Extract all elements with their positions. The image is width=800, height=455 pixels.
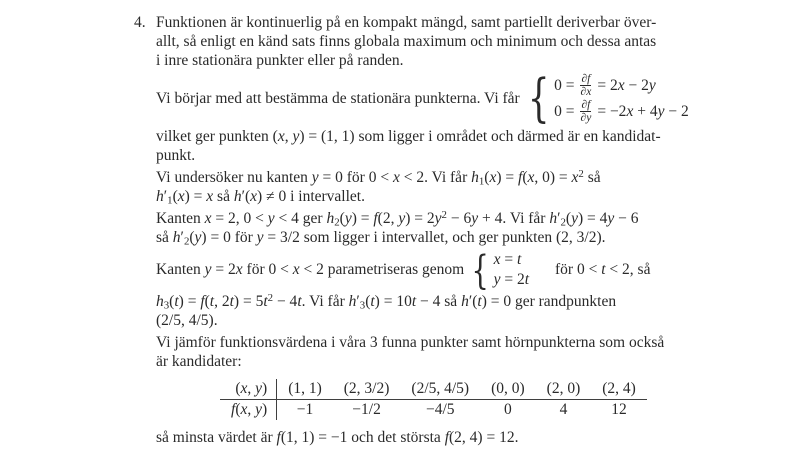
math-run: y = 2x xyxy=(204,261,243,278)
text-line: i inre stationära punkter eller på randen. xyxy=(156,52,404,69)
table-cell: (x, y) xyxy=(220,379,277,400)
text-run: . Vi får xyxy=(424,169,472,186)
text-line xyxy=(156,127,756,146)
text-run: i intervallet. xyxy=(286,188,365,205)
text-run: så xyxy=(583,169,601,186)
curly-brace-icon: { xyxy=(471,246,490,293)
table-cell: 0 xyxy=(504,401,512,418)
text-run: parametriseras genom xyxy=(323,261,465,278)
math-run: $h_1(x) = f(x$, $0) = x^2$ xyxy=(471,168,584,188)
text-line: Vi jämför funktionsvärdena i våra 3 funna punkter samt hörnpunkterna som också xyxy=(156,334,665,351)
math-run: x = 2 xyxy=(204,210,236,227)
paragraph-candidate-point xyxy=(156,127,756,165)
math-run: $h'_1(x) = x$ xyxy=(156,188,214,207)
fraction xyxy=(580,73,593,99)
text-line: är kandidater: xyxy=(156,353,242,370)
text-line xyxy=(156,228,756,247)
text-run: så xyxy=(440,293,462,310)
math-run: $h'_2(y) = 0$ xyxy=(172,229,231,248)
paragraph-edge-x2 xyxy=(156,209,756,247)
equation-system xyxy=(554,73,689,124)
fraction xyxy=(580,99,593,125)
equation-suffix: = −2x + 4y − 2 xyxy=(597,103,689,120)
display-intro-text: Vi börjar med att bestämma de stationära punkterna. Vi får xyxy=(156,90,520,107)
numbered-item xyxy=(134,13,800,447)
table-cell: −1 xyxy=(296,401,314,418)
equation-prefix: 0 = xyxy=(554,77,575,94)
text-run: och det största xyxy=(347,429,445,446)
table-header-row xyxy=(220,379,647,400)
text-run: så xyxy=(213,188,234,205)
text-run: ger randpunkten xyxy=(511,293,617,310)
math-run: y = 3/2 xyxy=(256,229,300,246)
text-run: Kanten xyxy=(156,261,205,278)
table-cell: (1, 1) xyxy=(277,379,333,400)
text-line xyxy=(156,168,756,187)
curly-brace-icon: { xyxy=(527,69,550,128)
text-line xyxy=(156,428,756,447)
text-run: som ligger i området och därmed är en kandidat- xyxy=(354,128,661,145)
item-content xyxy=(156,13,756,447)
math-run: $h_2(y) = f(2$, $y) = 2y^2 - 6y + 4$ xyxy=(326,209,503,229)
fraction-denominator: ∂y xyxy=(580,112,592,124)
paragraph-edge-y2x xyxy=(156,292,756,330)
text-run: ger xyxy=(298,210,327,227)
table-value-row xyxy=(220,400,647,421)
equation-prefix: 0 = xyxy=(554,103,575,120)
table-cell: (2, 0) xyxy=(536,379,592,400)
table-cell: (2, 4) xyxy=(591,379,647,400)
text-run: . Vi får xyxy=(301,293,349,310)
fraction-numerator: ∂f xyxy=(581,98,591,111)
candidates-value-table xyxy=(220,379,647,420)
table-cell: (2/5, 4/5) xyxy=(400,379,480,400)
table-cell: f(x, y) xyxy=(220,400,277,421)
parametrization-system xyxy=(494,250,529,289)
math-run: $h'_3(t) = 10t - 4$ xyxy=(348,293,441,312)
text-run: vilket ger punkten xyxy=(156,128,273,145)
math-run: h′(x) ≠ 0 xyxy=(233,188,287,205)
case-line: x = t xyxy=(493,251,522,268)
text-run: . xyxy=(601,229,606,246)
text-run: för xyxy=(230,229,257,246)
table-cell: 12 xyxy=(611,401,627,418)
text-run: . xyxy=(514,429,519,446)
text-run: som ligger i intervallet, och ger punkten xyxy=(299,229,556,246)
text-line xyxy=(156,209,756,228)
text-run: . xyxy=(213,312,218,329)
table-cell: (2, 3/2) xyxy=(333,379,401,400)
equation-line xyxy=(554,73,689,98)
table-cell: −1/2 xyxy=(352,401,381,418)
table-cell: 4 xyxy=(559,401,568,418)
text-line xyxy=(156,146,756,165)
stationary-points-display xyxy=(156,69,756,128)
math-run: 0 < y < 4 xyxy=(243,210,299,227)
math-run: $h_3(t) = f(t$, $2t) = 5t^2 - 4t$ xyxy=(156,292,302,312)
fraction-denominator: ∂x xyxy=(580,86,592,98)
table-cell: −4/5 xyxy=(425,401,455,418)
text-line xyxy=(156,311,756,330)
paragraph-compare-values xyxy=(156,333,756,371)
math-run: 0 < x < 2 xyxy=(368,169,425,186)
equation-line xyxy=(554,99,689,124)
math-run: h′(t) = 0 xyxy=(461,293,512,310)
math-run: $h'_2(y) = 4y - 6$ xyxy=(549,210,639,229)
math-run: y = 0 xyxy=(311,169,343,186)
text-run: så minsta värdet är xyxy=(156,429,277,446)
text-run: för xyxy=(342,169,369,186)
text-run: , xyxy=(235,210,244,227)
math-run: 0 < x < 2 xyxy=(268,261,324,278)
display-post-text xyxy=(555,260,650,279)
math-run: f(2, 4) = 12 xyxy=(444,429,515,446)
text-line xyxy=(156,292,756,311)
paragraph-intro xyxy=(156,13,756,70)
display-pre-text xyxy=(156,260,464,279)
text-line: allt, så enligt en känd sats finns globala maximum och minimum och dessa antas xyxy=(156,33,657,50)
text-run: Vi undersöker nu kanten xyxy=(156,169,312,186)
item-number: 4. xyxy=(134,14,146,31)
parametrization-display xyxy=(156,246,756,293)
table-cell: (0, 0) xyxy=(480,379,536,400)
text-run: . Vi får xyxy=(502,210,550,227)
math-run: (2/5, 4/5) xyxy=(156,312,214,329)
math-run: f(1, 1) = −1 xyxy=(276,429,348,446)
text-run: Kanten xyxy=(156,210,205,227)
text-run: , så xyxy=(629,261,651,278)
math-run: (x, y) = (1, 1) xyxy=(272,128,355,145)
text-line xyxy=(156,187,756,206)
case-line: y = 2t xyxy=(493,271,530,288)
equation-suffix: = 2x − 2y xyxy=(597,77,656,94)
text-run: för xyxy=(242,261,269,278)
paragraph-edge-y0 xyxy=(156,168,756,206)
math-run: (2, 3/2) xyxy=(555,229,602,246)
text-run: punkt. xyxy=(156,147,196,164)
math-run: 0 < t < 2 xyxy=(576,261,630,278)
paragraph-conclusion xyxy=(156,428,756,447)
text-run: för xyxy=(555,261,577,278)
fraction-numerator: ∂f xyxy=(581,72,591,85)
text-run: så xyxy=(156,229,173,246)
text-line: Funktionen är kontinuerlig på en kompakt mängd, samt partiellt deriverbar över- xyxy=(156,14,657,31)
